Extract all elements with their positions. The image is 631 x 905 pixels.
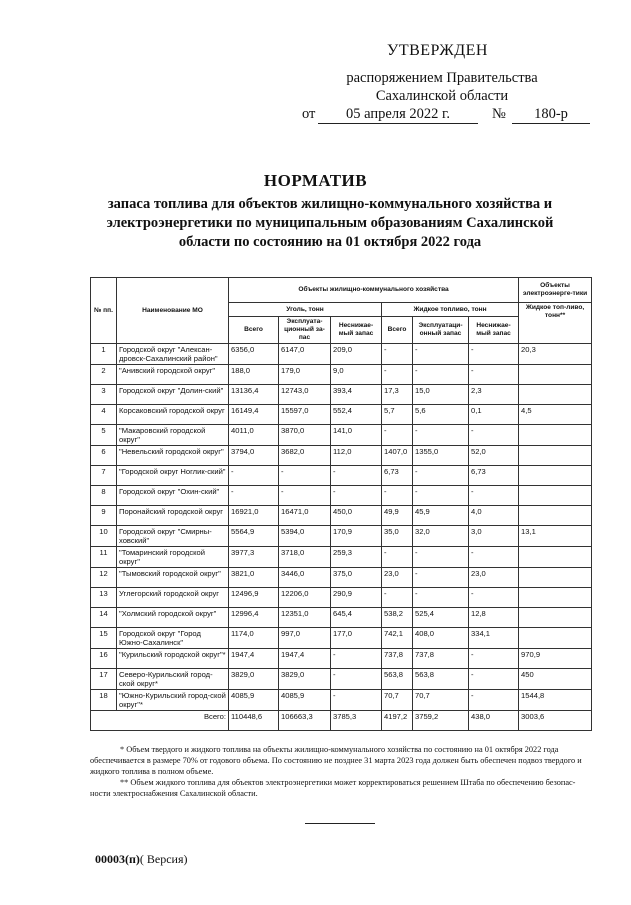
coal-reserve: 552,4 — [331, 405, 382, 425]
liquid-operational: 15,0 — [413, 385, 469, 405]
liquid-operational: - — [413, 466, 469, 486]
coal-total: 16921,0 — [229, 506, 279, 526]
municipality-name: "Невельский городской округ" — [117, 446, 229, 466]
coal-total: - — [229, 486, 279, 506]
liquid-total: 1407,0 — [382, 446, 413, 466]
liquid-reserve: 4,0 — [469, 506, 519, 526]
municipality-name: "Курильский городской округ"* — [117, 649, 229, 669]
header-liquid-total: Всего — [382, 317, 413, 344]
coal-operational: 12351,0 — [279, 608, 331, 628]
liquid-total: 6,73 — [382, 466, 413, 486]
liquid-total: 17,3 — [382, 385, 413, 405]
coal-operational: 12743,0 — [279, 385, 331, 405]
liquid-reserve: 23,0 — [469, 568, 519, 588]
table-total-row — [91, 711, 592, 731]
liquid-operational: 5,6 — [413, 405, 469, 425]
liquid-reserve: - — [469, 669, 519, 690]
order-date-line — [302, 106, 602, 126]
liquid-operational: - — [413, 486, 469, 506]
row-num: 5 — [91, 425, 117, 446]
total-label: Всего: — [91, 711, 229, 731]
total-coal-reserve: 3785,3 — [331, 711, 382, 731]
coal-operational: 997,0 — [279, 628, 331, 649]
date-prefix: от — [302, 106, 316, 122]
municipality-name: Городской округ "Охин-ский" — [117, 486, 229, 506]
liquid-reserve: - — [469, 486, 519, 506]
municipality-name: Северо-Курильский город-ской округ* — [117, 669, 229, 690]
coal-total: 3794,0 — [229, 446, 279, 466]
liquid-total: 23,0 — [382, 568, 413, 588]
coal-reserve: 450,0 — [331, 506, 382, 526]
municipality-name: Городской округ "Алексан-дровск-Сахалинский район" — [117, 344, 229, 365]
coal-reserve: 209,0 — [331, 344, 382, 365]
table-row — [91, 608, 592, 628]
liquid-reserve: - — [469, 649, 519, 669]
municipality-name: "Тымовский городской округ" — [117, 568, 229, 588]
row-num: 2 — [91, 365, 117, 385]
liquid-reserve: 12,8 — [469, 608, 519, 628]
number-sign: № — [492, 106, 506, 122]
municipality-name: Городской округ "Город Южно-Сахалинск" — [117, 628, 229, 649]
coal-total: 5564,9 — [229, 526, 279, 547]
version-footer — [95, 852, 188, 867]
municipality-name: "Макаровский городской округ" — [117, 425, 229, 446]
liquid-total: 70,7 — [382, 690, 413, 711]
coal-operational: 12206,0 — [279, 588, 331, 608]
table-row — [91, 425, 592, 446]
municipality-name: Городской округ "Долин-ский" — [117, 385, 229, 405]
municipality-name: Городской округ "Смирны-ховский" — [117, 526, 229, 547]
coal-operational: 3682,0 — [279, 446, 331, 466]
liquid-reserve: 6,73 — [469, 466, 519, 486]
municipality-name: "Южно-Курильский город-ской округ"* — [117, 690, 229, 711]
coal-total: - — [229, 466, 279, 486]
total-liquid-operational: 3759,2 — [413, 711, 469, 731]
coal-operational: 3446,0 — [279, 568, 331, 588]
order-date: 05 апреля 2022 г. — [318, 106, 478, 124]
coal-total: 3821,0 — [229, 568, 279, 588]
liquid-total: - — [382, 486, 413, 506]
energy-liquid: 20,3 — [519, 344, 592, 365]
total-liquid-total: 4197,2 — [382, 711, 413, 731]
energy-liquid: 4,5 — [519, 405, 592, 425]
coal-reserve: 259,3 — [331, 547, 382, 568]
version-label: ( Версия) — [139, 852, 188, 866]
coal-total: 16149,4 — [229, 405, 279, 425]
table-row — [91, 446, 592, 466]
liquid-total: - — [382, 344, 413, 365]
coal-total: 3977,3 — [229, 547, 279, 568]
liquid-total: 742,1 — [382, 628, 413, 649]
coal-reserve: - — [331, 690, 382, 711]
coal-reserve: - — [331, 649, 382, 669]
header-liquid-reserve: Неснижае-мый запас — [469, 317, 519, 344]
coal-reserve: 645,4 — [331, 608, 382, 628]
fuel-norm-table — [90, 277, 592, 731]
row-num: 3 — [91, 385, 117, 405]
row-num: 12 — [91, 568, 117, 588]
table-row — [91, 405, 592, 425]
row-num: 6 — [91, 446, 117, 466]
coal-reserve: - — [331, 466, 382, 486]
coal-total: 12996,4 — [229, 608, 279, 628]
coal-operational: 3718,0 — [279, 547, 331, 568]
coal-operational: 5394,0 — [279, 526, 331, 547]
order-line-1: распоряжением Правительства — [346, 70, 538, 86]
liquid-reserve: 2,3 — [469, 385, 519, 405]
header-energy-liquid: Жидкое топ-ливо, тонн** — [519, 303, 592, 344]
liquid-operational: 70,7 — [413, 690, 469, 711]
row-num: 16 — [91, 649, 117, 669]
coal-operational: 3870,0 — [279, 425, 331, 446]
liquid-operational: - — [413, 547, 469, 568]
liquid-operational: - — [413, 425, 469, 446]
row-num: 13 — [91, 588, 117, 608]
coal-total: 3829,0 — [229, 669, 279, 690]
row-num: 10 — [91, 526, 117, 547]
table-row — [91, 466, 592, 486]
liquid-operational: - — [413, 568, 469, 588]
liquid-total: - — [382, 425, 413, 446]
header-coal: Уголь, тонн — [229, 303, 382, 317]
table-row — [91, 344, 592, 365]
liquid-operational: 563,8 — [413, 669, 469, 690]
coal-reserve: 141,0 — [331, 425, 382, 446]
liquid-total: - — [382, 365, 413, 385]
municipality-name: "Томаринский городской округ" — [117, 547, 229, 568]
separator-line — [305, 823, 375, 824]
coal-reserve: 112,0 — [331, 446, 382, 466]
row-num: 18 — [91, 690, 117, 711]
table-row — [91, 526, 592, 547]
footnote-1: * Объем твердого и жидкого топлива на объекты жилищно-коммунального хозяйства по состоянию на 01 октября 2022 года обеспечивается в размере 70% от годового объема. По состоянию не позднее 31 марта 2023 года должен быть обеспечен подвоз твердого и жидкого топлива в полном объеме. — [90, 745, 582, 776]
liquid-total: 563,8 — [382, 669, 413, 690]
coal-reserve: 170,9 — [331, 526, 382, 547]
header-energy: Объекты электроэнерге-тики — [519, 278, 592, 303]
liquid-operational: 408,0 — [413, 628, 469, 649]
municipality-name: Поронайский городской округ — [117, 506, 229, 526]
table-row — [91, 365, 592, 385]
header-num: № пп. — [91, 278, 117, 344]
municipality-name: Углегорский городской округ — [117, 588, 229, 608]
row-num: 17 — [91, 669, 117, 690]
energy-liquid — [519, 385, 592, 405]
liquid-operational: 1355,0 — [413, 446, 469, 466]
coal-operational: - — [279, 486, 331, 506]
total-coal-total: 110448,6 — [229, 711, 279, 731]
coal-total: 6356,0 — [229, 344, 279, 365]
coal-reserve: 9,0 — [331, 365, 382, 385]
approved-heading: УТВЕРЖДЕН — [387, 42, 488, 59]
energy-liquid — [519, 628, 592, 649]
coal-reserve: 375,0 — [331, 568, 382, 588]
liquid-total: - — [382, 547, 413, 568]
table-row — [91, 649, 592, 669]
liquid-reserve: - — [469, 425, 519, 446]
coal-reserve: 177,0 — [331, 628, 382, 649]
liquid-total: - — [382, 588, 413, 608]
liquid-operational: 737,8 — [413, 649, 469, 669]
row-num: 8 — [91, 486, 117, 506]
energy-liquid — [519, 425, 592, 446]
energy-liquid: 970,9 — [519, 649, 592, 669]
coal-reserve: - — [331, 669, 382, 690]
energy-liquid — [519, 365, 592, 385]
energy-liquid: 1544,8 — [519, 690, 592, 711]
liquid-total: 737,8 — [382, 649, 413, 669]
liquid-reserve: - — [469, 588, 519, 608]
municipality-name: "Анивский городской округ" — [117, 365, 229, 385]
coal-operational: 179,0 — [279, 365, 331, 385]
energy-liquid — [519, 568, 592, 588]
row-num: 7 — [91, 466, 117, 486]
coal-operational: 15597,0 — [279, 405, 331, 425]
order-line-2: Сахалинской области — [375, 88, 509, 104]
liquid-reserve: 334,1 — [469, 628, 519, 649]
liquid-reserve: 0,1 — [469, 405, 519, 425]
coal-total: 188,0 — [229, 365, 279, 385]
document-subtitle: запаса топлива для объектов жилищно-коммунального хозяйства и электроэнергетики по муниципальным образованиям Сахалинской области по состоянию на 01 октября 2022 года — [106, 196, 554, 250]
energy-liquid — [519, 608, 592, 628]
liquid-operational: - — [413, 588, 469, 608]
table-row — [91, 588, 592, 608]
coal-operational: 16471,0 — [279, 506, 331, 526]
coal-operational: 4085,9 — [279, 690, 331, 711]
coal-reserve: 393,4 — [331, 385, 382, 405]
liquid-operational: - — [413, 365, 469, 385]
total-coal-operational: 106663,3 — [279, 711, 331, 731]
coal-reserve: - — [331, 486, 382, 506]
row-num: 14 — [91, 608, 117, 628]
liquid-reserve: - — [469, 690, 519, 711]
liquid-reserve: - — [469, 344, 519, 365]
header-liquid-operational: Эксплуатаци-онный запас — [413, 317, 469, 344]
coal-total: 1947,4 — [229, 649, 279, 669]
row-num: 9 — [91, 506, 117, 526]
order-reference — [336, 69, 548, 105]
row-num: 4 — [91, 405, 117, 425]
table-row — [91, 486, 592, 506]
liquid-reserve: - — [469, 547, 519, 568]
row-num: 15 — [91, 628, 117, 649]
liquid-operational: 45,9 — [413, 506, 469, 526]
municipality-name: "Городской округ Ноглик-ский" — [117, 466, 229, 486]
table-row — [91, 385, 592, 405]
header-liquid: Жидкое топливо, тонн — [382, 303, 519, 317]
liquid-reserve: 3,0 — [469, 526, 519, 547]
total-energy: 3003,6 — [519, 711, 592, 731]
coal-operational: - — [279, 466, 331, 486]
header-coal-operational: Эксплуата-ционный за-пас — [279, 317, 331, 344]
coal-operational: 6147,0 — [279, 344, 331, 365]
energy-liquid — [519, 588, 592, 608]
table-row — [91, 628, 592, 649]
table-row — [91, 690, 592, 711]
coal-operational: 3829,0 — [279, 669, 331, 690]
order-number: 180-р — [512, 106, 590, 124]
header-name: Наименование МО — [117, 278, 229, 344]
liquid-operational: 525,4 — [413, 608, 469, 628]
coal-reserve: 290,9 — [331, 588, 382, 608]
coal-total: 4085,9 — [229, 690, 279, 711]
header-housing: Объекты жилищно-коммунального хозяйства — [229, 278, 519, 303]
footnote-2: ** Объем жидкого топлива для объектов электроэнергетики может корректироваться решением Штаба по обеспечению безопас-ности электроснабжения Сахалинской области. — [90, 778, 576, 798]
energy-liquid — [519, 547, 592, 568]
table-row — [91, 568, 592, 588]
header-coal-total: Всего — [229, 317, 279, 344]
energy-liquid: 13,1 — [519, 526, 592, 547]
header-coal-reserve: Неснижае-мый запас — [331, 317, 382, 344]
liquid-total: 35,0 — [382, 526, 413, 547]
liquid-reserve: 52,0 — [469, 446, 519, 466]
municipality-name: Корсаковский городской округ — [117, 405, 229, 425]
liquid-total: 49,9 — [382, 506, 413, 526]
liquid-operational: 32,0 — [413, 526, 469, 547]
total-liquid-reserve: 438,0 — [469, 711, 519, 731]
energy-liquid — [519, 506, 592, 526]
energy-liquid — [519, 446, 592, 466]
coal-operational: 1947,4 — [279, 649, 331, 669]
municipality-name: "Холмский городской округ" — [117, 608, 229, 628]
row-num: 1 — [91, 344, 117, 365]
table-row — [91, 669, 592, 690]
table-row — [91, 506, 592, 526]
liquid-operational: - — [413, 344, 469, 365]
coal-total: 13136,4 — [229, 385, 279, 405]
version-code: 00003(п) — [95, 852, 140, 866]
coal-total: 1174,0 — [229, 628, 279, 649]
row-num: 11 — [91, 547, 117, 568]
liquid-reserve: - — [469, 365, 519, 385]
coal-total: 4011,0 — [229, 425, 279, 446]
liquid-total: 538,2 — [382, 608, 413, 628]
table-row — [91, 547, 592, 568]
document-title: НОРМАТИВ — [263, 171, 368, 190]
energy-liquid: 450 — [519, 669, 592, 690]
energy-liquid — [519, 486, 592, 506]
energy-liquid — [519, 466, 592, 486]
coal-total: 12496,9 — [229, 588, 279, 608]
liquid-total: 5,7 — [382, 405, 413, 425]
